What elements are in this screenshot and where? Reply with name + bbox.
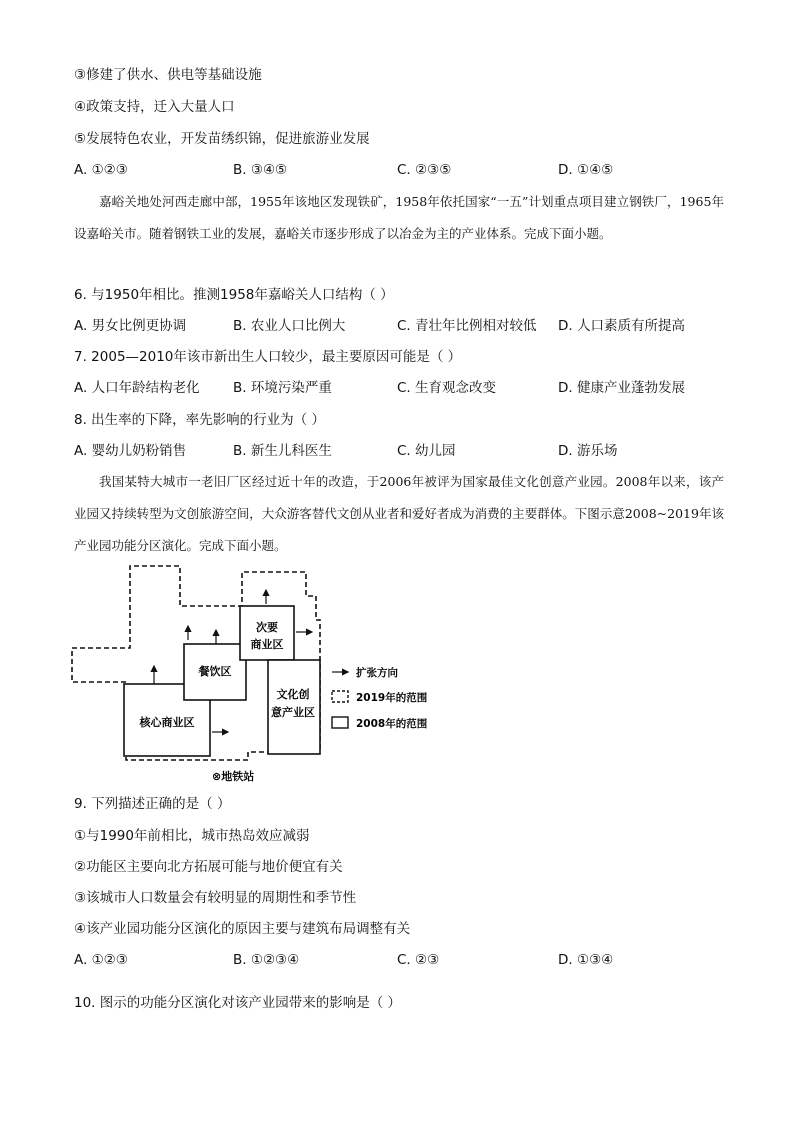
- q7-stem: 7. 2005—2010年该市新出生人口较少，最主要原因可能是（ ）: [74, 349, 462, 365]
- legend-dashed-box: [332, 691, 348, 702]
- q6-option-c: C. 青壮年比例相对较低: [397, 318, 537, 334]
- q6-option-d: D. 人口素质有所提高: [558, 318, 685, 334]
- q8-option-c: C. 幼儿园: [397, 443, 456, 459]
- q7-option-b: B. 环境污染严重: [233, 380, 332, 396]
- q9-option-b: B. ①②③④: [233, 952, 300, 968]
- q5-option-d: D. ①④⑤: [558, 162, 614, 178]
- q6-option-b: B. 农业人口比例大: [233, 318, 346, 334]
- legend-expansion: 扩张方向: [356, 667, 398, 679]
- q6-stem: 6. 与1950年相比。推测1958年嘉峪关人口结构（ ）: [74, 287, 394, 303]
- legend-solid-box: [332, 717, 348, 728]
- q5-option-c: C. ②③⑤: [397, 162, 452, 178]
- label-core-zone: 核心商业区: [139, 716, 195, 729]
- q9-option-c: C. ②③: [397, 952, 440, 968]
- statement-3: ③修建了供水、供电等基础设施: [74, 67, 262, 83]
- passage-industrial-park: [74, 466, 724, 562]
- label-secondary-zone-2: 商业区: [250, 638, 284, 651]
- q10-stem: 10. 图示的功能分区演化对该产业园带来的影响是（ ）: [74, 995, 402, 1011]
- q6-option-a: A. 男女比例更协调: [74, 318, 187, 334]
- q9-statement-2: ②功能区主要向北方拓展可能与地价便宜有关: [74, 859, 343, 875]
- q7-option-a: A. 人口年龄结构老化: [74, 380, 200, 396]
- q8-option-b: B. 新生儿科医生: [233, 443, 332, 459]
- q8-option-a: A. 婴幼儿奶粉销售: [74, 443, 187, 459]
- passage-jiayuguan-text: 嘉峪关地处河西走廊中部，1955年该地区发现铁矿，1958年依托国家“一五”计划重点项目建立钢铁厂，1965年设嘉峪关市。随着钢铁工业的发展，嘉峪关市逐步形成了以冶金为主的产业体系。完成下面小题。: [74, 194, 724, 241]
- label-dining-zone: 餐饮区: [198, 665, 232, 678]
- legend-range-2019: 2019年的范围: [356, 692, 428, 704]
- statement-5: ⑤发展特色农业，开发苗绣织锦，促进旅游业发展: [74, 131, 370, 147]
- q9-stem: 9. 下列描述正确的是（ ）: [74, 796, 231, 812]
- q9-statement-4: ④该产业园功能分区演化的原因主要与建筑布局调整有关: [74, 921, 411, 937]
- statement-4: ④政策支持，迁入大量人口: [74, 99, 235, 115]
- function-zone-diagram: [60, 560, 460, 790]
- passage-jiayuguan: [74, 186, 724, 250]
- q8-stem: 8. 出生率的下降，率先影响的行业为（ ）: [74, 412, 325, 428]
- q9-statement-1: ①与1990年前相比，城市热岛效应减弱: [74, 828, 310, 844]
- label-creative-zone-1: 文化创: [276, 688, 310, 701]
- passage-industrial-park-text: 我国某特大城市一老旧厂区经过近十年的改造，于2006年被评为国家最佳文化创意产业园。2008年以来，该产业园又持续转型为文创旅游空间，大众游客替代文创从业者和爱好者成为消费的主要群体。下图示意2008~2019年该产业园功能分区演化。完成下面小题。: [74, 474, 725, 553]
- q7-option-c: C. 生育观念改变: [397, 380, 497, 396]
- q8-option-d: D. 游乐场: [558, 443, 618, 459]
- q9-option-a: A. ①②③: [74, 952, 128, 968]
- label-secondary-zone-1: 次要: [256, 621, 278, 634]
- q9-option-d: D. ①③④: [558, 952, 614, 968]
- q9-statement-3: ③该城市人口数量会有较明显的周期性和季节性: [74, 890, 357, 906]
- legend-range-2008: 2008年的范围: [356, 718, 428, 730]
- label-creative-zone-2: 意产业区: [271, 706, 315, 719]
- function-zone-svg: [60, 560, 460, 790]
- q5-option-a: A. ①②③: [74, 162, 128, 178]
- q7-option-d: D. 健康产业蓬勃发展: [558, 380, 685, 396]
- metro-station-label: ⊗地铁站: [212, 770, 255, 783]
- q5-option-b: B. ③④⑤: [233, 162, 288, 178]
